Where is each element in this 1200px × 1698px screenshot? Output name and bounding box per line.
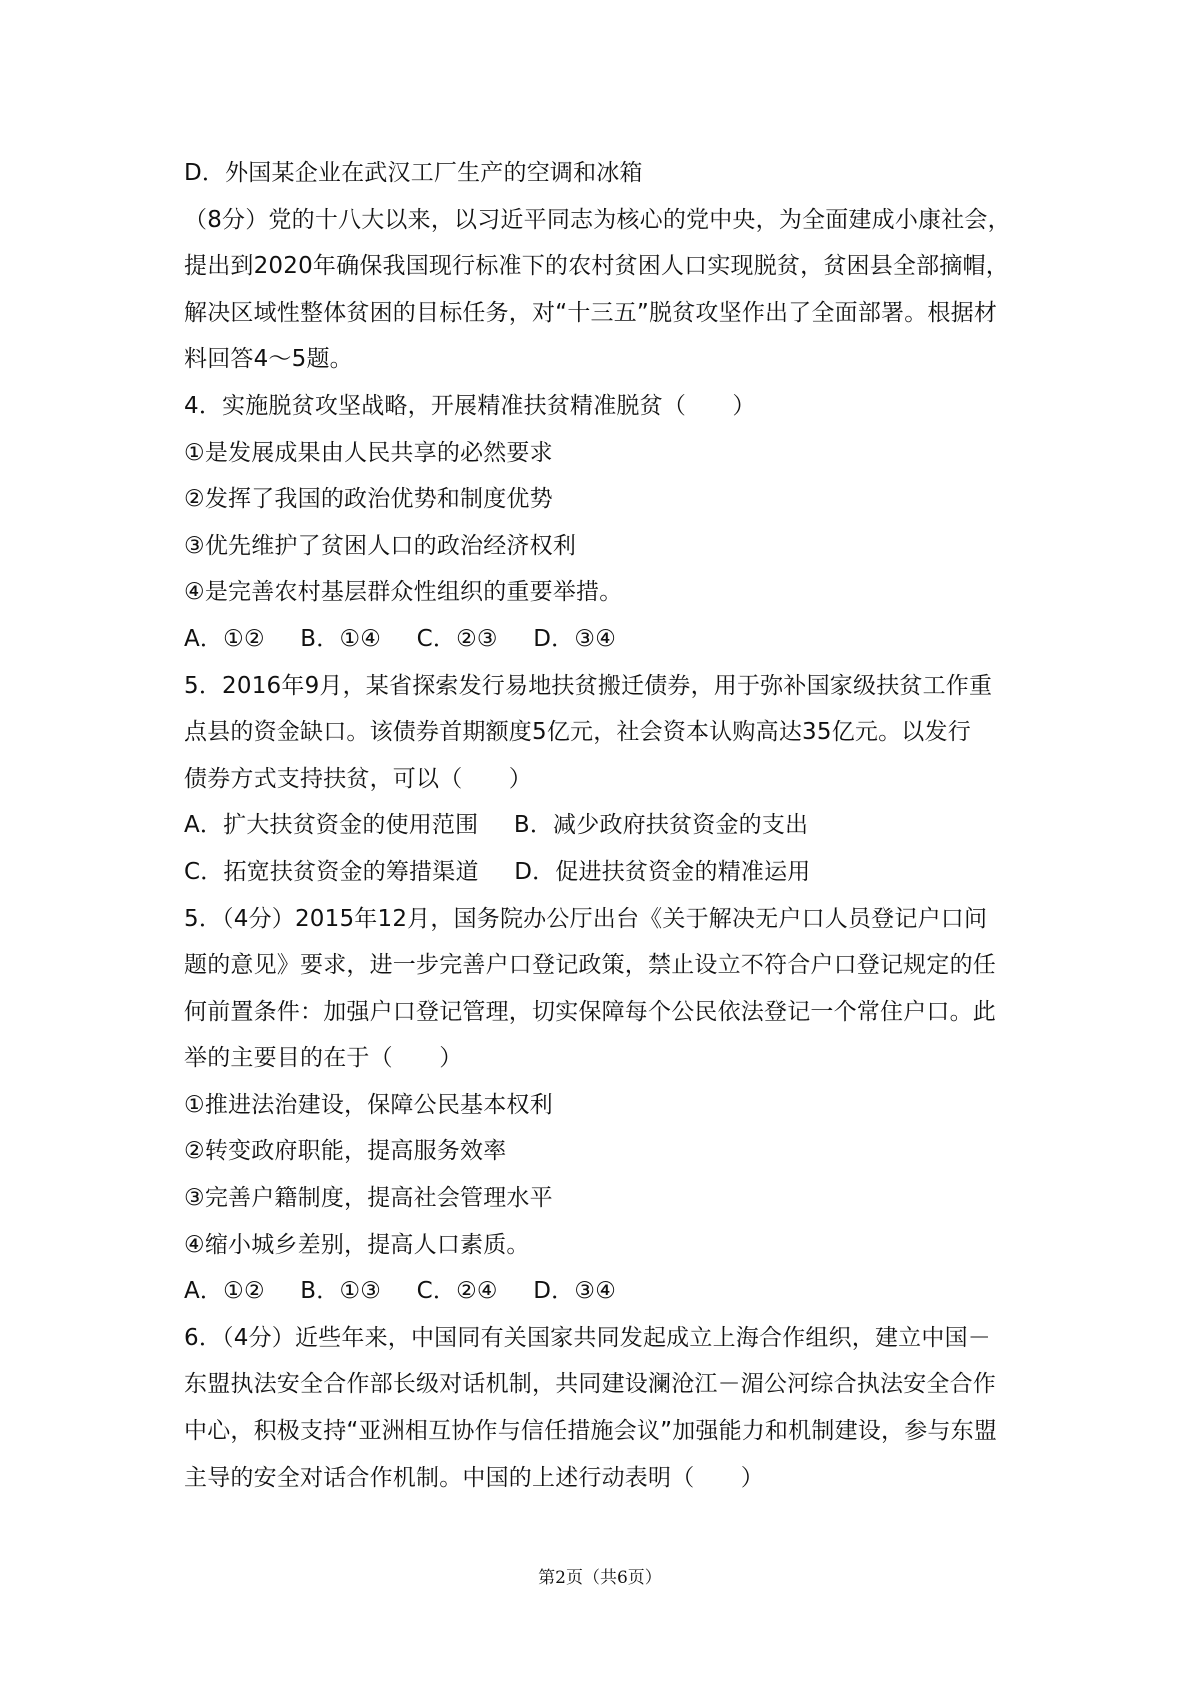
q4-option-c: C．②③ — [416, 625, 498, 652]
q5a-options-row-1 — [184, 802, 1044, 849]
option-d-previous-question: D．外国某企业在武汉工厂生产的空调和冰箱 — [184, 160, 643, 186]
q5a-option-a: A．扩大扶贫资金的使用范围 — [184, 812, 479, 839]
q4-option-a: A．①② — [184, 625, 265, 652]
material-intro-line-2: 提出到2020年确保我国现行标准下的农村贫困人口实现脱贫，贫困县全部摘帽， — [184, 253, 1009, 280]
question-6-stem-line-4: 主导的安全对话合作机制。中国的上述行动表明（ ） — [184, 1464, 764, 1491]
q4-statement-4: ④是完善农村基层群众性组织的重要举措。 — [184, 579, 623, 606]
question-5b-stem-line-4: 举的主要目的在于（ ） — [184, 1045, 463, 1072]
page-footer: 第2页（共6页） — [538, 1568, 662, 1588]
question-5b-stem-line-1: 5．（4分）2015年12月，国务院办公厅出台《关于解决无户口人员登记户口问 — [184, 905, 988, 932]
document-body — [184, 150, 1044, 1501]
q4-option-b: B．①④ — [300, 625, 382, 652]
q4-statement-3: ③优先维护了贫困人口的政治经济权利 — [184, 532, 577, 559]
q5b-options — [184, 1268, 1044, 1315]
material-intro-line-3: 解决区域性整体贫困的目标任务，对“十三五”脱贫攻坚作出了全面部署。根据材 — [184, 299, 998, 326]
q5b-option-b: B．①③ — [300, 1278, 382, 1305]
q5b-statement-1: ①推进法治建设，保障公民基本权利 — [184, 1091, 553, 1118]
q5a-options-row-2 — [184, 849, 1044, 896]
q4-options — [184, 616, 1044, 663]
q4-statement-1: ①是发展成果由人民共享的必然要求 — [184, 439, 553, 466]
question-6-stem-line-2: 东盟执法安全合作部长级对话机制，共同建设澜沧江－湄公河综合执法安全合作 — [184, 1371, 996, 1398]
question-5b-stem-line-3: 何前置条件：加强户口登记管理，切实保障每个公民依法登记一个常住户口。此 — [184, 998, 996, 1025]
question-5a-stem-line-3: 债券方式支持扶贫，可以（ ） — [184, 765, 532, 792]
q5a-option-d: D．促进扶贫资金的精准运用 — [514, 858, 811, 885]
material-intro-line-4: 料回答4～5题。 — [184, 346, 353, 373]
question-6-stem-line-1: 6．（4分）近些年来，中国同有关国家共同发起成立上海合作组织，建立中国－ — [184, 1324, 991, 1351]
q4-statement-2: ②发挥了我国的政治优势和制度优势 — [184, 486, 553, 513]
question-5a-stem-line-1: 5．2016年9月，某省探索发行易地扶贫搬迁债券，用于弥补国家级扶贫工作重 — [184, 672, 993, 699]
q5a-option-b: B．减少政府扶贫资金的支出 — [513, 812, 809, 839]
q5b-statement-4: ④缩小城乡差别，提高人口素质。 — [184, 1231, 530, 1258]
question-6-stem-line-3: 中心，积极支持“亚洲相互协作与信任措施会议”加强能力和机制建设，参与东盟 — [184, 1418, 998, 1445]
q5a-option-c: C．拓宽扶贫资金的筹措渠道 — [184, 858, 479, 885]
q5b-statement-3: ③完善户籍制度，提高社会管理水平 — [184, 1185, 553, 1212]
q4-option-d: D．③④ — [533, 625, 617, 652]
q5b-option-a: A．①② — [184, 1278, 265, 1305]
question-4-stem: 4．实施脱贫攻坚战略，开展精准扶贫精准脱贫（ ） — [184, 392, 756, 419]
q5b-option-c: C．②④ — [416, 1278, 498, 1305]
question-5a-stem-line-2: 点县的资金缺口。该债券首期额度5亿元，社会资本认购高达35亿元。以发行 — [184, 719, 971, 746]
material-intro-line-1: （8分）党的十八大以来，以习近平同志为核心的党中央，为全面建成小康社会， — [184, 206, 1011, 233]
question-5b-stem-line-2: 题的意见》要求，进一步完善户口登记政策，禁止设立不符合户口登记规定的任 — [184, 952, 996, 979]
q5b-option-d: D．③④ — [533, 1278, 617, 1305]
q5b-statement-2: ②转变政府职能，提高服务效率 — [184, 1138, 507, 1165]
